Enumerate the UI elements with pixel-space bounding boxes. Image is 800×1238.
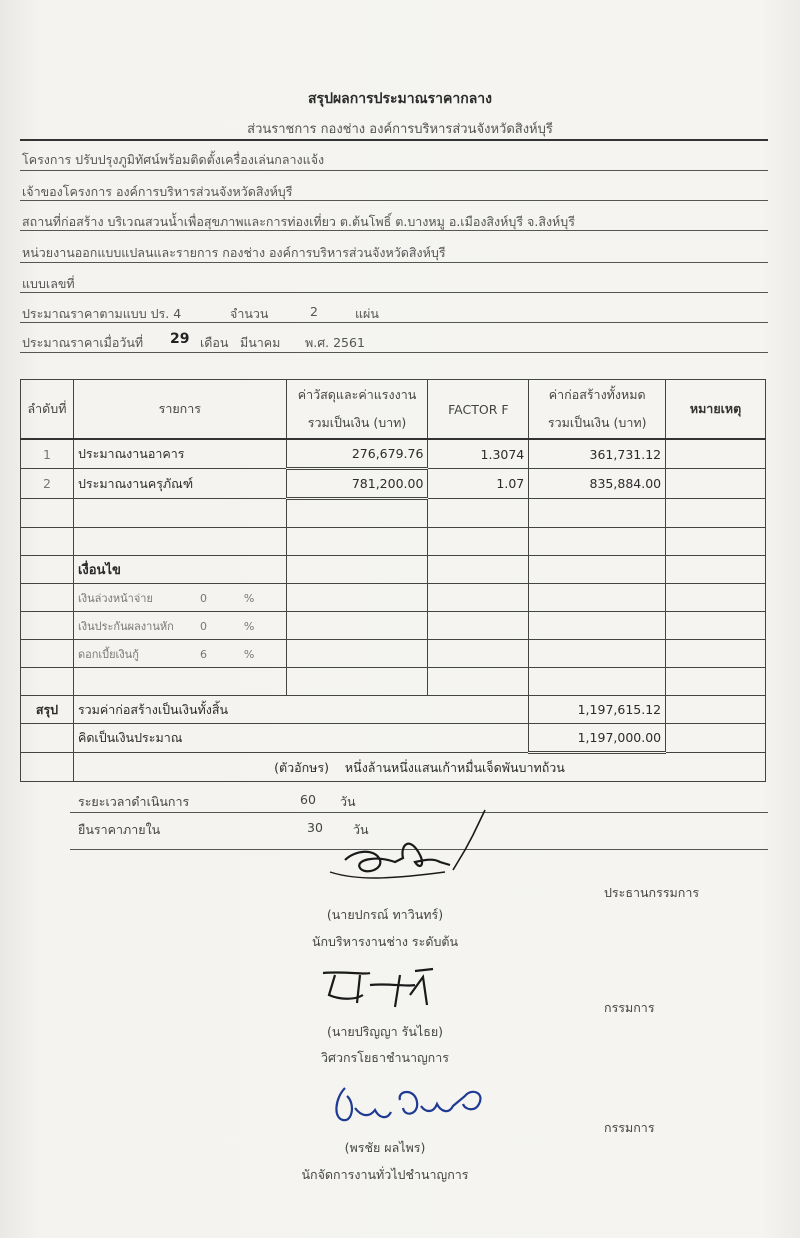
- condition-cell: [73, 612, 286, 640]
- condition-unit: %: [243, 647, 255, 661]
- condition-label: ดอกเบี้ยเงินกู้: [77, 647, 139, 661]
- condition-row: [21, 612, 766, 640]
- condition-row: [21, 584, 766, 612]
- condition-label: เงินประกันผลงานหัก: [77, 619, 174, 633]
- sum-total-label: รวมค่าก่อสร้างเป็นเงินทั้งสิ้น: [73, 696, 528, 724]
- design-unit-line: หน่วยงานออกแบบแปลนและรายการ กองช่าง องค์การบริหารส่วนจังหวัดสิงห์บุรี: [22, 245, 446, 260]
- words-label: (ตัวอักษร): [274, 759, 329, 775]
- header-total: [529, 380, 666, 440]
- rounded-row: [21, 724, 766, 753]
- signature-3-image: [325, 1078, 500, 1133]
- condition-value: 0: [199, 591, 207, 605]
- estimate-day: 29: [170, 331, 190, 347]
- owner-line: เจ้าของโครงการ องค์การบริหารส่วนจังหวัดสิงห์บุรี: [22, 184, 293, 199]
- header-total-line2: รวมเป็นเงิน (บาท): [547, 415, 647, 430]
- divider: [20, 352, 768, 353]
- rounded-label: คิดเป็นเงินประมาณ: [73, 724, 528, 753]
- quantity-label: จำนวน: [230, 306, 269, 321]
- sum-total-value: 1,197,615.12: [529, 696, 666, 724]
- design-number-line: แบบเลขที่: [22, 276, 75, 291]
- signature-2-role: กรรมการ: [604, 1000, 655, 1015]
- table-row: [21, 469, 766, 499]
- row-item: ประมาณงานครุภัณฑ์: [73, 469, 286, 499]
- condition-unit: %: [243, 619, 255, 633]
- divider: [20, 170, 768, 171]
- words-row: [21, 753, 766, 782]
- quantity-value: 2: [310, 304, 318, 319]
- words-cell: [73, 753, 765, 782]
- signature-1-position: นักบริหารงานช่าง ระดับต้น: [311, 934, 459, 949]
- row-remark: [666, 439, 766, 469]
- header-cost: [286, 380, 428, 440]
- price-valid-unit: วัน: [353, 822, 369, 837]
- document-title: สรุปผลการประมาณราคากลาง: [308, 91, 492, 107]
- signature-1-name: (นายปกรณ์ ทาวินทร์): [326, 907, 444, 922]
- condition-unit: %: [243, 591, 255, 605]
- header-no: ลำดับที่: [21, 380, 74, 440]
- condition-value: 6: [199, 647, 207, 661]
- signature-2-name: (นายปริญญา รันไธย): [326, 1024, 444, 1039]
- signature-2-image: [315, 965, 445, 1015]
- rounded-value: 1,197,000.00: [529, 724, 666, 753]
- header-remark: หมายเหตุ: [666, 380, 766, 440]
- divider: [20, 292, 768, 293]
- month-value: มีนาคม: [240, 335, 281, 350]
- condition-cell: [73, 640, 286, 668]
- table-row-empty: [21, 668, 766, 696]
- header-total-line1: ค่าก่อสร้างทั้งหมด: [548, 387, 646, 402]
- divider: [20, 262, 768, 263]
- row-factor: 1.07: [428, 469, 529, 499]
- duration-label: ระยะเวลาดำเนินการ: [78, 794, 190, 809]
- table-row-empty: [21, 499, 766, 528]
- price-valid-value: 30: [307, 820, 323, 835]
- location-line: สถานที่ก่อสร้าง บริเวณสวนน้ำเพื่อสุขภาพและการท่องเที่ยว ต.ต้นโพธิ์ ต.บางหมู อ.เมืองสิงห์บุรี จ.สิงห์บุรี: [22, 214, 575, 229]
- signature-3-role: กรรมการ: [604, 1120, 655, 1135]
- conditions-heading-row: [21, 556, 766, 584]
- header-cost-line1: ค่าวัสดุและค่าแรงงาน: [297, 387, 417, 402]
- estimate-table: [20, 379, 766, 782]
- row-item: ประมาณงานอาคาร: [73, 439, 286, 469]
- conditions-label: เงื่อนไข: [73, 556, 286, 584]
- price-valid-label: ยืนราคาภายใน: [78, 822, 161, 837]
- words-value: หนึ่งล้านหนึ่งแสนเก้าหมื่นเจ็ดพันบาทถ้วน: [344, 759, 565, 775]
- header-factor: FACTOR F: [428, 380, 529, 440]
- summary-total-row: [21, 696, 766, 724]
- duration-unit: วัน: [340, 794, 356, 809]
- estimate-form-label: ประมาณราคาตามแบบ ปร. 4: [22, 306, 182, 321]
- table-row: [21, 439, 766, 469]
- signature-2-position: วิศวกรโยธาชำนาญการ: [321, 1050, 449, 1065]
- row-cost: 781,200.00: [286, 469, 428, 499]
- row-remark: [666, 469, 766, 499]
- row-no: 2: [21, 469, 74, 499]
- row-factor: 1.3074: [428, 439, 529, 469]
- table-header-row: [21, 380, 766, 440]
- header-item: รายการ: [73, 380, 286, 440]
- condition-value: 0: [199, 619, 207, 633]
- divider: [20, 139, 768, 141]
- quantity-unit: แผ่น: [355, 306, 379, 321]
- project-line: โครงการ ปรับปรุงภูมิทัศน์พร้อมติดตั้งเครื่องเล่นกลางแจ้ง: [22, 152, 325, 167]
- estimate-date-label: ประมาณราคาเมื่อวันที่: [22, 335, 144, 350]
- header-cost-line2: รวมเป็นเงิน (บาท): [307, 415, 407, 430]
- divider: [20, 230, 768, 231]
- condition-cell: [73, 584, 286, 612]
- signature-1-role: ประธานกรรมการ: [604, 885, 700, 900]
- condition-row: [21, 640, 766, 668]
- month-label: เดือน: [200, 335, 229, 350]
- row-no: 1: [21, 439, 74, 469]
- row-total: 361,731.12: [529, 439, 666, 469]
- table-row-empty: [21, 528, 766, 556]
- document-subtitle: ส่วนราชการ กองช่าง องค์การบริหารส่วนจังหวัดสิงห์บุรี: [247, 122, 553, 137]
- signature-1-image: [325, 800, 505, 895]
- duration-value: 60: [300, 792, 316, 807]
- signature-3-name: (พรชัย ผลไพร): [344, 1140, 426, 1155]
- signature-3-position: นักจัดการงานทั่วไปชำนาญการ: [301, 1167, 469, 1182]
- row-total: 835,884.00: [529, 469, 666, 499]
- row-cost: 276,679.76: [286, 439, 428, 469]
- condition-label: เงินล่วงหน้าจ่าย: [77, 591, 153, 605]
- summary-label: สรุป: [21, 696, 74, 724]
- divider: [20, 322, 768, 323]
- divider: [20, 200, 768, 201]
- year-label: พ.ศ. 2561: [305, 335, 365, 350]
